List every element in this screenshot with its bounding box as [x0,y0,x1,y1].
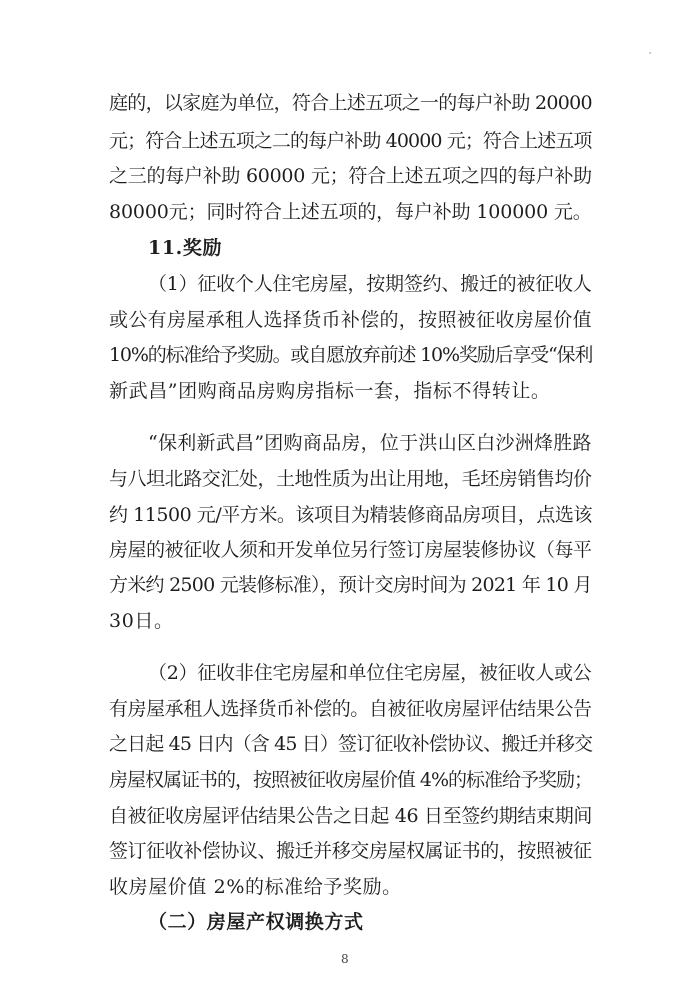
body-text-line: 签订征收补偿协议、搬迁并移交房屋权属证书的，按照被征 [109,840,592,862]
body-text-line: 房屋权属证书的，按照被征收房屋价值 4%的标准给予奖励； [109,769,592,791]
page-number: 8 [341,952,349,966]
body-text-line: 方米约 2500 元装修标准），预计交房时间为 2021 年 10 月 [109,574,592,596]
body-text-line: 新武昌”团购商品房购房指标一套，指标不得转让。 [109,380,551,402]
body-text-line: 约 11500 元/平方米。该项目为精装修商品房项目，点选该 [109,504,592,526]
body-text-line: 10%的标准给予奖励。或自愿放弃前述 10%奖励后享受“保利 [109,344,593,366]
body-text-line: 元；符合上述五项之二的每户补助 40000 元；符合上述五项 [109,130,592,152]
body-text-line: 80000元；同时符合上述五项的，每户补助 100000 元。 [109,201,592,223]
body-text-line: 自被征收房屋评估结果公告之日起 46 日至签约期结束期间 [109,805,593,827]
body-text-line: 庭的，以家庭为单位，符合上述五项之一的每户补助 20000 [109,92,592,114]
paragraph-3-first-line: （2）征收非住宅房屋和单位住宅房屋，被征收人或公 [148,662,592,684]
body-text-line: 或公有房屋承租人选择货币补偿的，按照被征收房屋价值 [109,309,593,331]
body-text-line: 之三的每户补助 60000 元；符合上述五项之四的每户补助 [109,165,592,187]
paragraph-2-first-line: “保利新武昌”团购商品房，位于洪山区白沙洲烽胜路 [148,432,592,454]
section-heading-reward: 11.奖励 [148,237,223,259]
body-text-line: 与八坦北路交汇处，土地性质为出让用地，毛坯房销售均价 [109,468,592,490]
scan-mark [649,52,651,54]
body-text-line: 收房屋价值 2%的标准给予奖励。 [109,876,402,898]
paragraph-1-first-line: （1）征收个人住宅房屋，按期签约、搬迁的被征收人 [148,273,592,295]
section-heading-property-exchange: （二）房屋产权调换方式 [148,911,364,933]
body-text-line: 30日。 [109,610,174,632]
body-text-line: 房屋的被征收人须和开发单位另行签订房屋装修协议（每平 [109,539,592,561]
body-text-line: 有房屋承租人选择货币补偿的。自被征收房屋评估结果公告 [109,698,592,720]
body-text-line: 之日起 45 日内（含 45 日）签订征收补偿协议、搬迁并移交 [109,733,593,755]
